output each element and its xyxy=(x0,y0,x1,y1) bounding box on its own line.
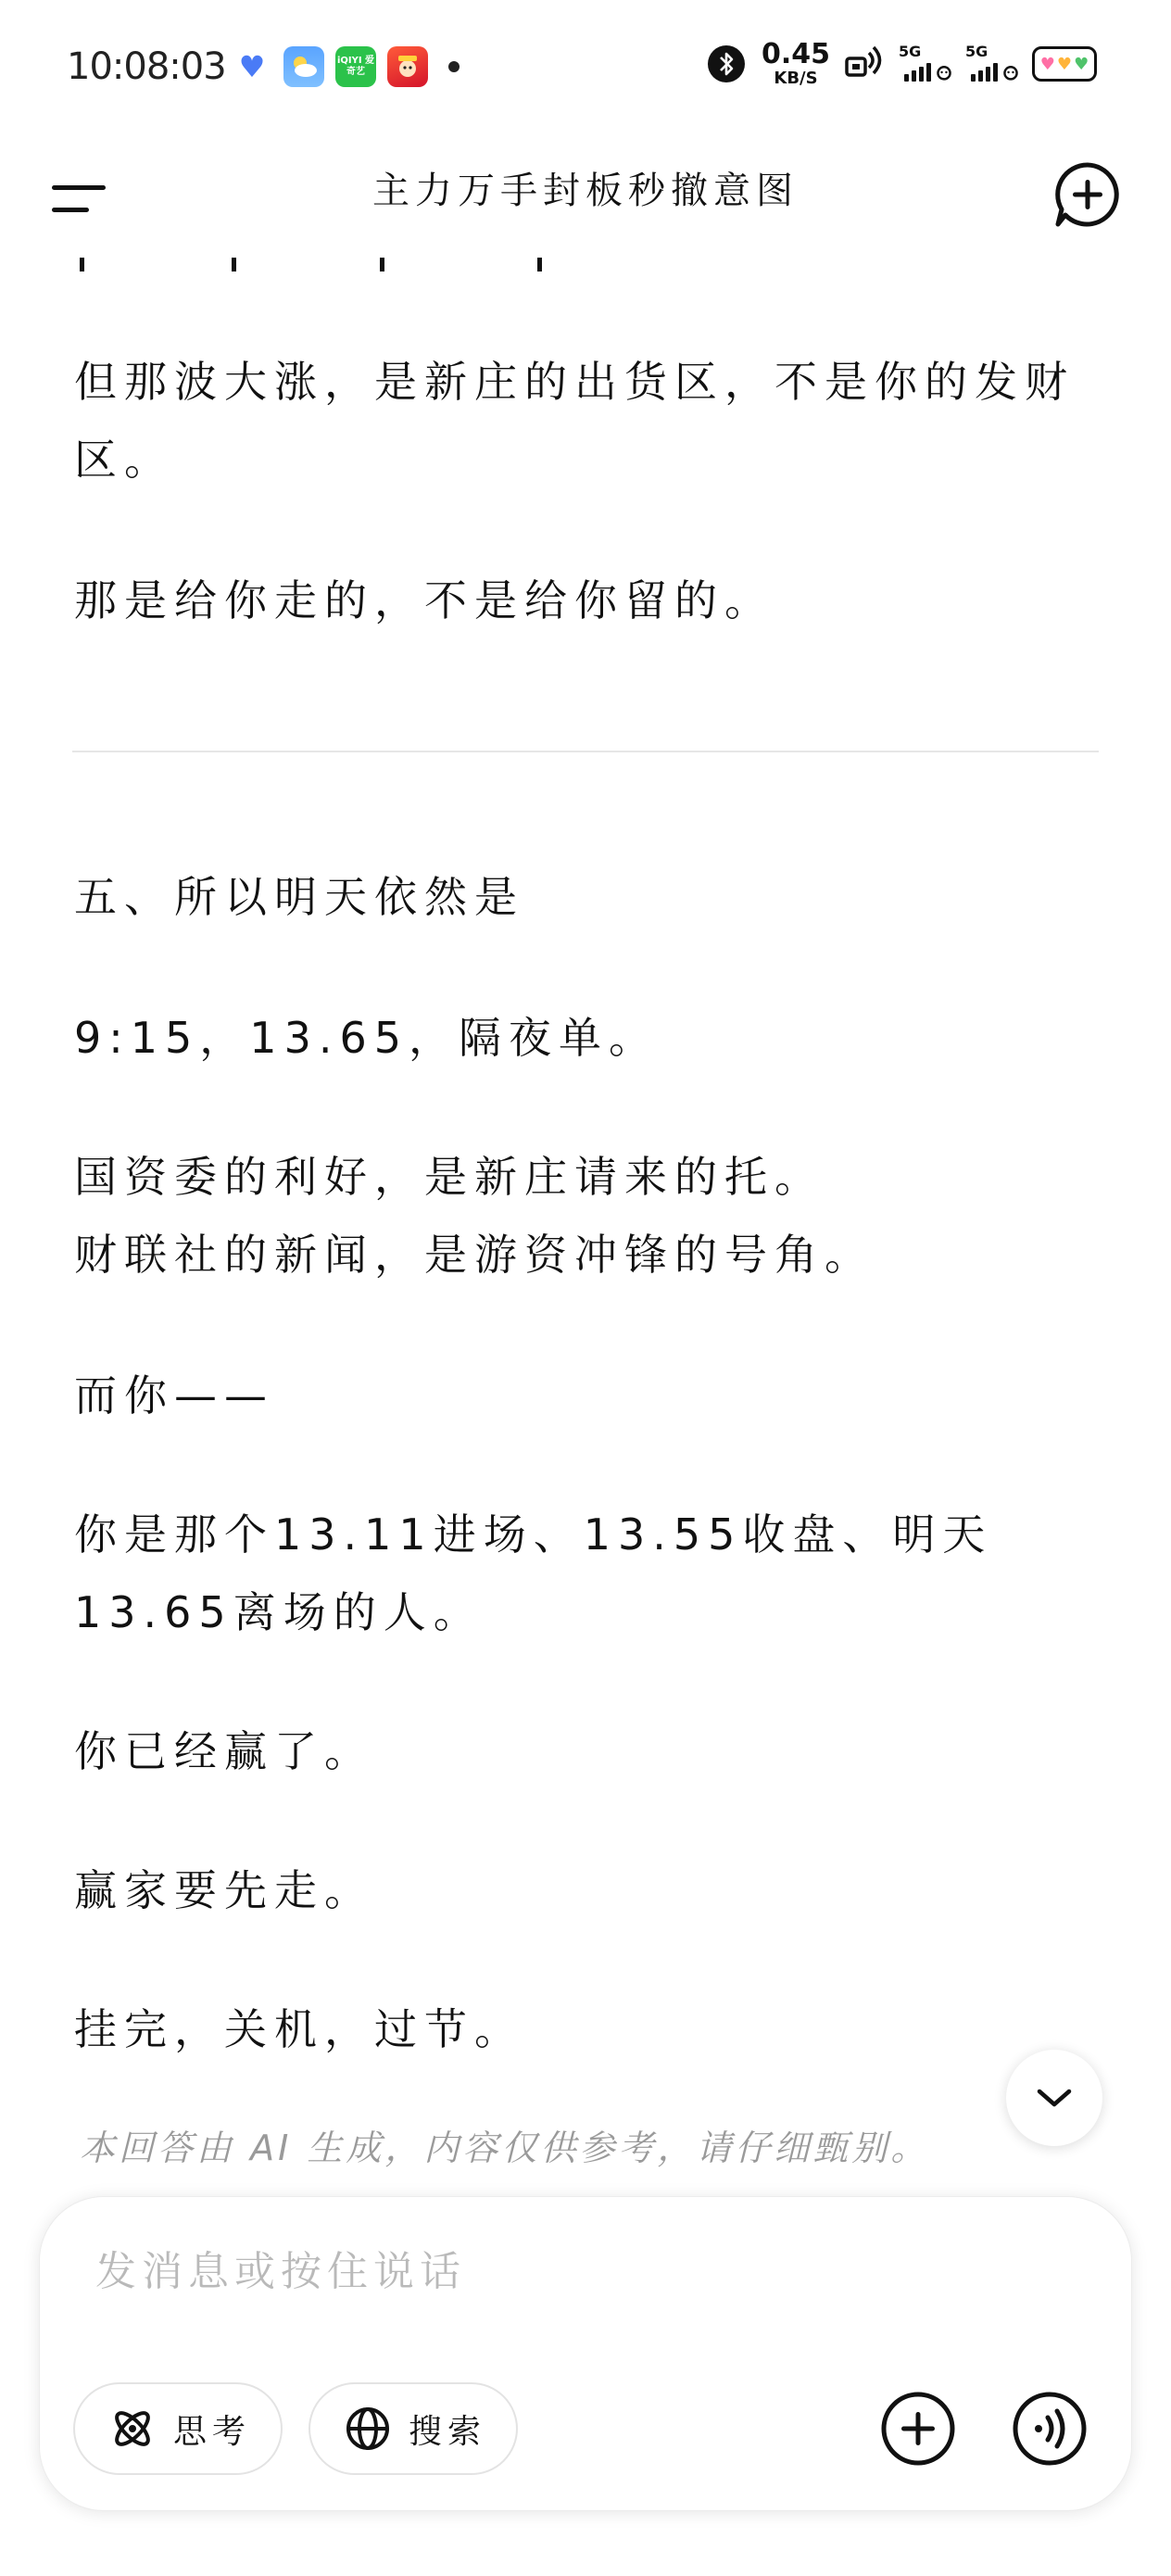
status-bar xyxy=(0,0,1171,137)
article-paragraph: 国资委的利好，是新庄请来的托。 财联社的新闻，是游资冲锋的号角。 xyxy=(74,1152,875,1280)
bluetooth-icon xyxy=(708,45,745,82)
signal-strength-icon-1 xyxy=(899,43,952,82)
article-paragraph: 但那波大涨，是新庄的出货区，不是你的发财区。 xyxy=(74,357,1075,485)
add-attachment-button[interactable] xyxy=(879,2390,957,2468)
page-title: 主力万手封板秒撤意图 xyxy=(372,170,799,212)
app-header xyxy=(0,137,1171,258)
think-label: 思考 xyxy=(173,2412,252,2451)
message-input[interactable] xyxy=(94,2238,1024,2305)
ai-disclaimer: 本回答由 AI 生成，内容仅供参考，请仔细甄别。 xyxy=(80,2128,930,2168)
signal-strength-icon-2 xyxy=(965,43,1019,82)
section-divider xyxy=(72,751,1099,752)
iqiyi-app-icon: iQIYI 爱奇艺 xyxy=(335,46,376,87)
hotspot-icon xyxy=(843,44,886,84)
article-paragraph: 你已经赢了。 xyxy=(74,1726,374,1776)
scroll-to-bottom-button[interactable] xyxy=(1006,2050,1102,2146)
search-label: 搜索 xyxy=(409,2412,487,2451)
battery-icon: ♥ ♥ ♥ xyxy=(1032,46,1097,82)
health-app-icon: ♥ xyxy=(232,46,272,87)
search-toggle-button[interactable] xyxy=(308,2382,518,2475)
network-speed-unit: KB/S xyxy=(774,69,818,88)
new-chat-button[interactable] xyxy=(1052,159,1123,230)
voice-wave-icon xyxy=(1011,2390,1089,2468)
signal-label: 5G xyxy=(965,43,988,60)
article-paragraph: 9:15，13.65，隔夜单。 xyxy=(74,1013,659,1063)
chevron-down-icon xyxy=(1034,2085,1075,2111)
voice-call-button[interactable] xyxy=(1011,2390,1089,2468)
new-chat-icon xyxy=(1052,159,1123,230)
status-system-icons xyxy=(708,38,1097,88)
article-paragraph: 挂完，关机，过节。 xyxy=(74,2004,524,2054)
message-composer xyxy=(39,2196,1132,2511)
article-paragraph: 那是给你走的，不是给你留的。 xyxy=(74,575,774,625)
article-paragraph: 赢家要先走。 xyxy=(74,1865,374,1915)
notification-dot-icon xyxy=(448,61,460,72)
globe-icon xyxy=(344,2405,392,2453)
atom-icon xyxy=(108,2405,157,2453)
article-section-heading: 五、所以明天依然是 xyxy=(74,872,524,922)
status-time: 10:08:03 xyxy=(67,45,226,88)
network-speed xyxy=(761,38,830,88)
game-app-icon xyxy=(387,46,428,87)
status-app-icons xyxy=(232,46,460,87)
signal-label: 5G xyxy=(899,43,922,60)
think-toggle-button[interactable] xyxy=(73,2382,283,2475)
article-paragraph: 而你—— xyxy=(74,1370,274,1421)
weather-app-icon xyxy=(283,46,324,87)
plus-icon xyxy=(879,2390,957,2468)
network-speed-value: 0.45 xyxy=(761,38,830,70)
article-paragraph: 你是那个13.11进场、13.55收盘、明天13.65离场的人。 xyxy=(74,1509,993,1637)
